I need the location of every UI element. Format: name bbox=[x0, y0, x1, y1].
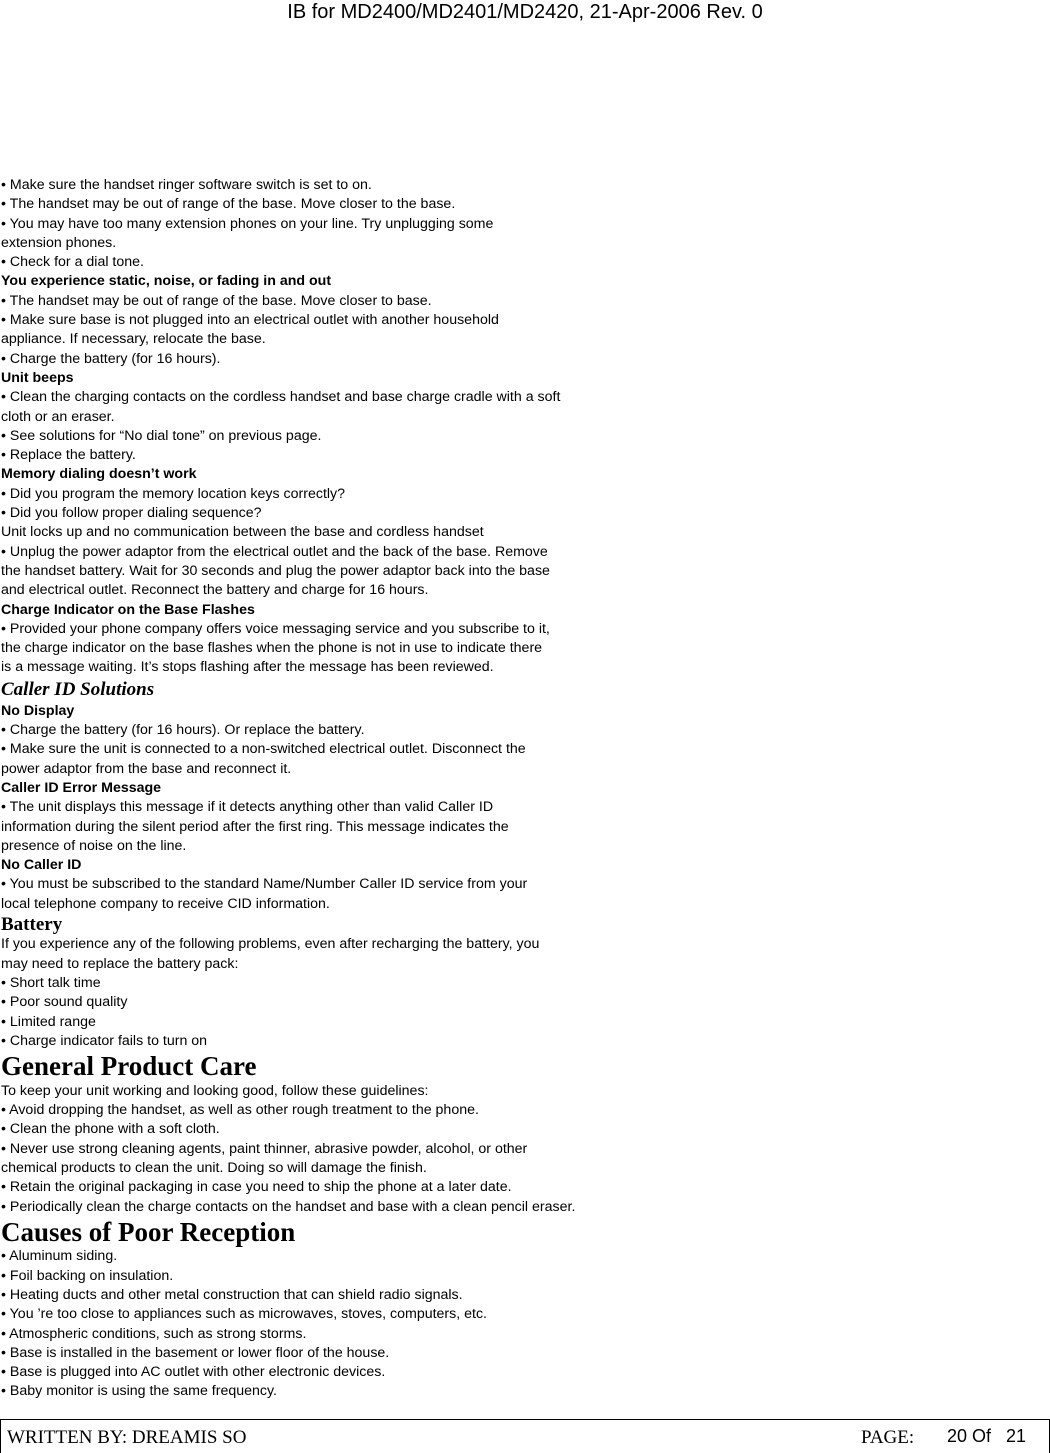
text-line: • Make sure base is not plugged into an electrical outlet with another household bbox=[1, 312, 499, 329]
text-line: • Charge the battery (for 16 hours). bbox=[1, 350, 221, 367]
text-line: • See solutions for “No dial tone” on previous page. bbox=[1, 427, 322, 444]
text-line: • Make sure the unit is connected to a non-switched electrical outlet. Disconnect the bbox=[1, 741, 526, 758]
text-line: • Make sure the handset ringer software switch is set to on. bbox=[1, 177, 372, 193]
text-line: cloth or an eraser. bbox=[1, 408, 115, 425]
page-footer bbox=[0, 1419, 1050, 1453]
text-line: may need to replace the battery pack: bbox=[1, 955, 239, 972]
text-line: • Short talk time bbox=[1, 975, 101, 992]
subheading: You experience static, noise, or fading in and out bbox=[1, 273, 332, 290]
text-line: • Limited range bbox=[1, 1013, 96, 1030]
text-line: presence of noise on the line. bbox=[1, 837, 187, 854]
subheading: Memory dialing doesn’t work bbox=[1, 466, 197, 483]
text-line: • You may have too many extension phones on your line. Try unplugging some bbox=[1, 215, 494, 232]
document-body bbox=[1, 176, 1001, 1402]
text-line: • Avoid dropping the handset, as well as other rough treatment to the phone. bbox=[1, 1102, 479, 1119]
text-line: is a message waiting. It’s stops flashing after the message has been reviewed. bbox=[1, 659, 494, 676]
text-line: • Check for a dial tone. bbox=[1, 254, 144, 271]
text-line: • Replace the battery. bbox=[1, 447, 136, 464]
text-line: • Did you follow proper dialing sequence? bbox=[1, 505, 262, 522]
text-line: • You must be subscribed to the standard Name/Number Caller ID service from your bbox=[1, 876, 528, 893]
text-line: • Base is plugged into AC outlet with other electronic devices. bbox=[1, 1364, 386, 1381]
subheading: Unit beeps bbox=[1, 369, 74, 386]
text-line: and electrical outlet. Reconnect the battery and charge for 16 hours. bbox=[1, 582, 429, 599]
text-line: • Never use strong cleaning agents, paint thinner, abrasive powder, alcohol, or other bbox=[1, 1140, 528, 1157]
subheading: Charge Indicator on the Base Flashes bbox=[1, 601, 255, 618]
text-line: • Aluminum siding. bbox=[1, 1248, 118, 1265]
section-title: General Product Care bbox=[1, 1051, 257, 1082]
text-line: • Heating ducts and other metal construction that can shield radio signals. bbox=[1, 1286, 463, 1303]
text-line: extension phones. bbox=[1, 234, 117, 251]
text-line: • The handset may be out of range of the base. Move closer to the base. bbox=[1, 196, 456, 213]
page-number: 20 Of 21 bbox=[947, 1426, 1027, 1446]
text-line: • Unplug the power adaptor from the electrical outlet and the back of the base. Remove bbox=[1, 543, 548, 560]
text-line: • Poor sound quality bbox=[1, 994, 128, 1011]
text-line: • The handset may be out of range of the base. Move closer to base. bbox=[1, 292, 432, 309]
text-line: • Atmospheric conditions, such as strong storms. bbox=[1, 1325, 307, 1342]
text-line: information during the silent period after the first ring. This message indicates the bbox=[1, 818, 509, 835]
page-label: PAGE: bbox=[861, 1427, 915, 1448]
text-line: the charge indicator on the base flashes when the phone is not in use to indicate there bbox=[1, 640, 543, 657]
subheading: No Display bbox=[1, 702, 75, 719]
text-line: Unit locks up and no communication between the base and cordless handset bbox=[1, 524, 484, 541]
text-line: • Charge the battery (for 16 hours). Or replace the battery. bbox=[1, 722, 365, 739]
text-line: • Charge indicator fails to turn on bbox=[1, 1032, 208, 1049]
text-line: chemical products to clean the unit. Doing so will damage the finish. bbox=[1, 1159, 427, 1176]
text-line: • Provided your phone company offers voice messaging service and you subscribe to it, bbox=[1, 620, 550, 637]
section-heading: Caller ID Solutions bbox=[1, 678, 155, 700]
text-line: • The unit displays this message if it detects anything other than valid Caller ID bbox=[1, 799, 494, 816]
text-line: • Clean the charging contacts on the cordless handset and base charge cradle with a soft bbox=[1, 389, 561, 406]
text-line: • Did you program the memory location keys correctly? bbox=[1, 485, 346, 502]
text-line: • You ’re too close to appliances such as microwaves, stoves, computers, etc. bbox=[1, 1306, 488, 1323]
text-line: To keep your unit working and looking good, follow these guidelines: bbox=[1, 1082, 429, 1099]
text-line: power adaptor from the base and reconnect it. bbox=[1, 760, 292, 777]
document-header: IB for MD2400/MD2401/MD2420, 21-Apr-2006 Rev. 0 bbox=[287, 1, 763, 23]
section-title: Causes of Poor Reception bbox=[1, 1216, 296, 1247]
text-line: • Foil backing on insulation. bbox=[1, 1267, 174, 1284]
text-line: • Base is installed in the basement or lower floor of the house. bbox=[1, 1344, 390, 1361]
text-line: • Periodically clean the charge contacts on the handset and base with a clean pencil eraser. bbox=[1, 1198, 576, 1215]
text-line: • Clean the phone with a soft cloth. bbox=[1, 1121, 220, 1138]
text-line: appliance. If necessary, relocate the base. bbox=[1, 331, 266, 348]
text-line: If you experience any of the following problems, even after recharging the battery, you bbox=[1, 936, 540, 953]
text-line: • Retain the original packaging in case you need to ship the phone at a later date. bbox=[1, 1179, 512, 1196]
author-label: WRITTEN BY: DREAMIS SO bbox=[7, 1427, 247, 1448]
section-heading: Battery bbox=[1, 913, 63, 935]
text-line: local telephone company to receive CID information. bbox=[1, 895, 330, 912]
text-line: • Baby monitor is using the same frequency. bbox=[1, 1383, 277, 1400]
subheading: Caller ID Error Message bbox=[1, 779, 162, 796]
text-line: the handset battery. Wait for 30 seconds and plug the power adaptor back into the base bbox=[1, 562, 550, 579]
subheading: No Caller ID bbox=[1, 857, 82, 874]
